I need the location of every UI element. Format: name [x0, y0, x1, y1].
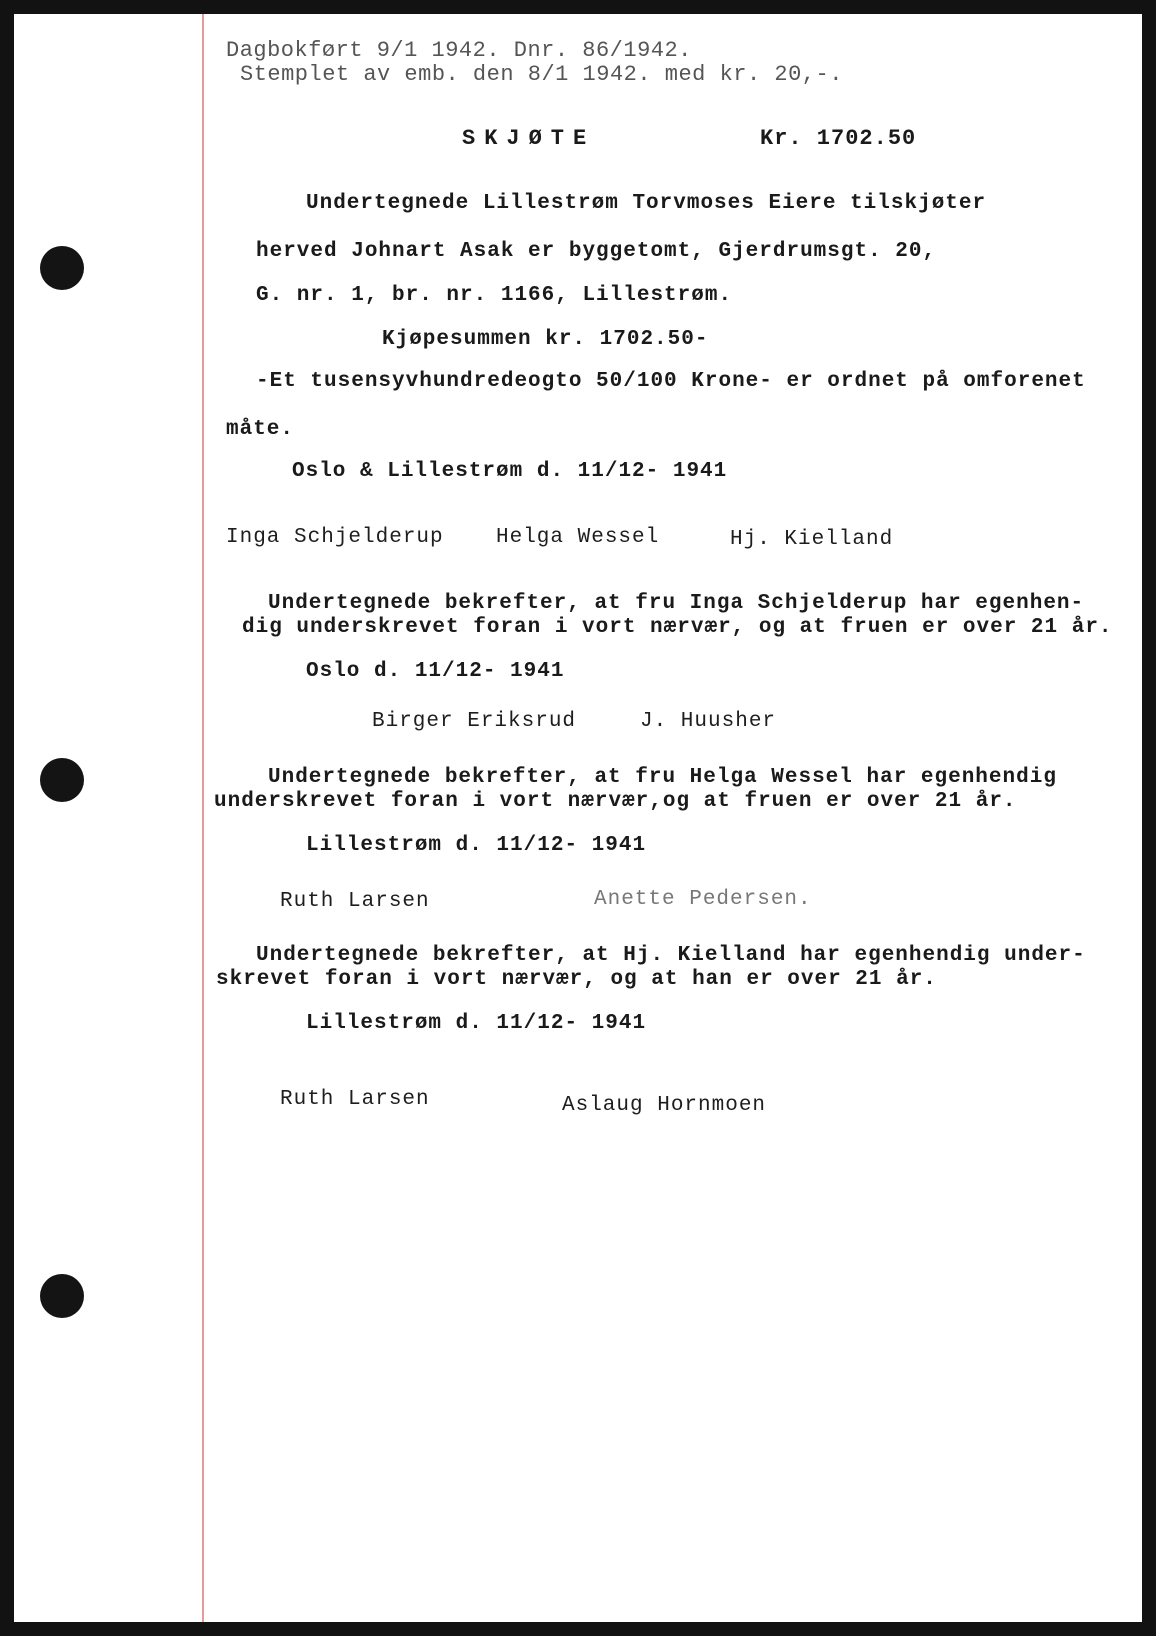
signature: Ruth Larsen: [280, 890, 430, 913]
margin-line: [202, 14, 204, 1622]
witness-text-line: underskrevet foran i vort nærvær,og at fruen er over 21 år.: [214, 790, 1017, 813]
signature: Anette Pedersen.: [594, 888, 812, 911]
punch-hole-top: [40, 246, 84, 290]
place-date: Oslo d. 11/12- 1941: [306, 660, 565, 683]
deed-text-line: herved Johnart Asak er byggetomt, Gjerdrumsgt. 20,: [256, 240, 937, 263]
witness-text-line: skrevet foran i vort nærvær, og at han er over 21 år.: [216, 968, 937, 991]
punch-hole-middle: [40, 758, 84, 802]
purchase-price: Kjøpesummen kr. 1702.50-: [382, 328, 709, 351]
price-in-words: -Et tusensyvhundredeogto 50/100 Krone- er ordnet på omforenet: [256, 370, 1086, 393]
witness-text-line: Undertegnede bekrefter, at fru Helga Wessel har egenhendig: [268, 766, 1057, 789]
witness-text-line: dig underskrevet foran i vort nærvær, og at fruen er over 21 år.: [242, 616, 1113, 639]
signature: J. Huusher: [640, 710, 777, 733]
registration-line: Dagbokført 9/1 1942. Dnr. 86/1942.: [226, 38, 692, 63]
signature: Ruth Larsen: [280, 1088, 430, 1111]
place-date: Oslo & Lillestrøm d. 11/12- 1941: [292, 460, 728, 483]
document-page: [14, 14, 1142, 1622]
price-in-words: måte.: [226, 418, 295, 441]
punch-hole-bottom: [40, 1274, 84, 1318]
document-title: SKJØTE: [462, 126, 596, 151]
signature: Birger Eriksrud: [372, 710, 577, 733]
signature: Helga Wessel: [496, 526, 660, 549]
deed-text-line: G. nr. 1, br. nr. 1166, Lillestrøm.: [256, 284, 733, 307]
stamp-line: Stemplet av emb. den 8/1 1942. med kr. 20,-.: [240, 62, 843, 87]
place-date: Lillestrøm d. 11/12- 1941: [306, 1012, 647, 1035]
signature: Aslaug Hornmoen: [562, 1094, 767, 1117]
amount: Kr. 1702.50: [760, 126, 917, 151]
signature: Hj. Kielland: [730, 528, 894, 551]
witness-text-line: Undertegnede bekrefter, at fru Inga Schjelderup har egenhen-: [268, 592, 1085, 615]
deed-text-line: Undertegnede Lillestrøm Torvmoses Eiere tilskjøter: [306, 192, 987, 215]
witness-text-line: Undertegnede bekrefter, at Hj. Kielland har egenhendig under-: [256, 944, 1086, 967]
place-date: Lillestrøm d. 11/12- 1941: [306, 834, 647, 857]
signature: Inga Schjelderup: [226, 526, 444, 549]
